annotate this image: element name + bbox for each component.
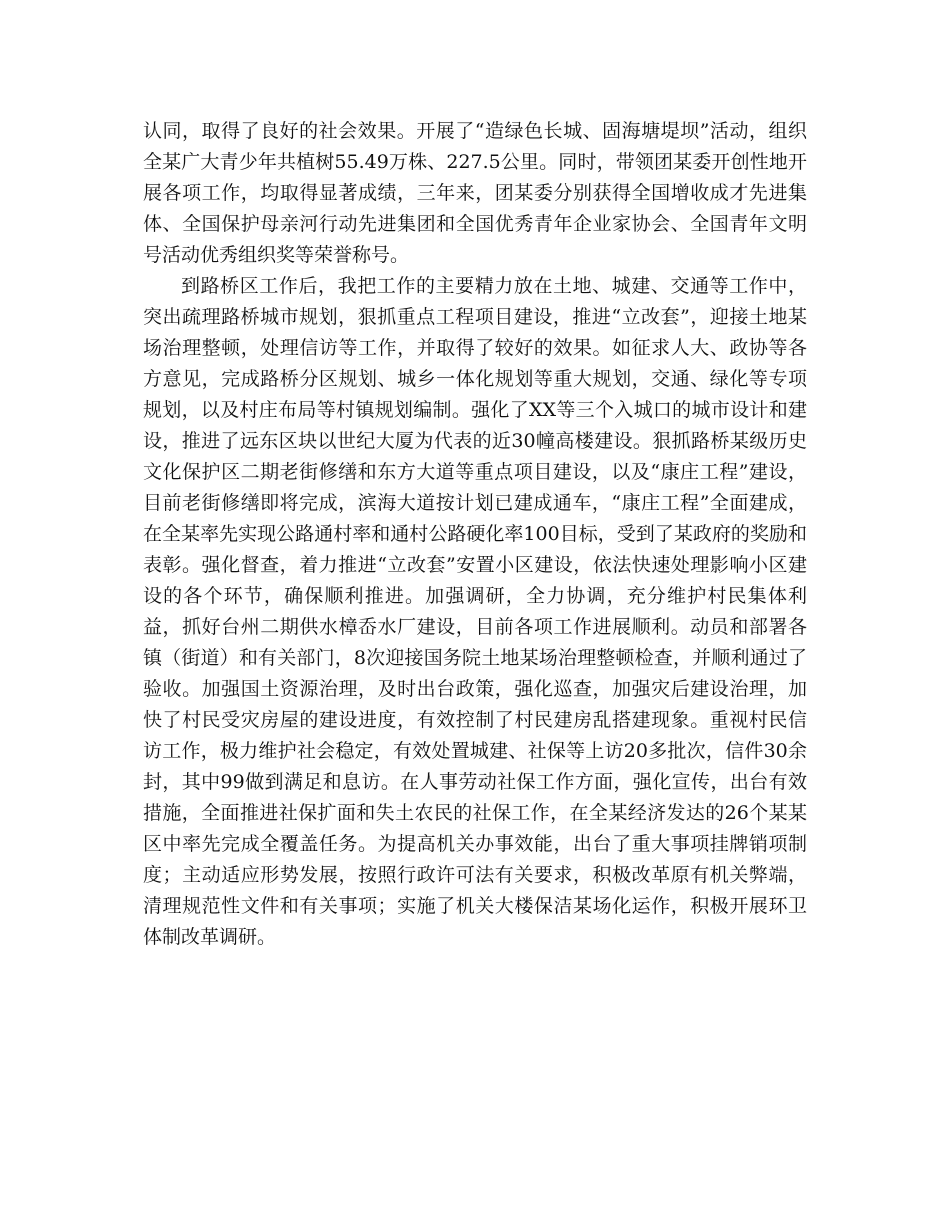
paragraph-work-summary: 到路桥区工作后，我把工作的主要精力放在土地、城建、交通等工作中，突出疏理路桥城市规划，狠抓重点工程项目建设，推进“立改套”，迎接土地某场治理整顿，处理信访等工作，并取得了较好的效果。如征求人大、政协等各方意见，完成路桥分区规划、城乡一体化规划等重大规划，交通、绿化等专项规划，以及村庄布局等村镇规划编制。强化了XX等三个入城口的城市设计和建设，推进了远东区块以世纪大厦为代表的近30幢高楼建设。狠抓路桥某级历史文化保护区二期老街修缮和东方大道等重点项目建设，以及“康庄工程”建设，目前老街修缮即将完成，滨海大道按计划已建成通车，“康庄工程”全面建成，在全某率先实现公路通村率和通村公路硬化率100目标，受到了某政府的奖励和表彰。强化督查，着力推进“立改套”安置小区建设，依法快速处理影响小区建设的各个环节，确保顺利推进。加强调研，全力协调，充分维护村民集体利益，抓好台州二期供水樟岙水厂建设，目前各项工作进展顺利。动员和部署各镇（街道）和有关部门，8次迎接国务院土地某场治理整顿检查，并顺利通过了验收。加强国土资源治理，及时出台政策，强化巡查，加强灾后建设治理，加快了村民受灾房屋的建设进度，有效控制了村民建房乱搭建现象。重视村民信访工作，极力维护社会稳定，有效处置城建、社保等上访20多批次，信件30余封，其中99做到满足和息访。在人事劳动社保工作方面，强化宣传，出台有效措施，全面推进社保扩面和失土农民的社保工作，在全某经济发达的26个某某区中率先完成全覆盖任务。为提高机关办事效能，出台了重大事项挂牌销项制度；主动适应形势发展，按照行政许可法有关要求，积极改革原有机关弊端，清理规范性文件和有关事项；实施了机关大楼保洁某场化运作，积极开展环卫体制改革调研。 — [143, 275, 807, 948]
paragraph-continuation: 认同，取得了良好的社会效果。开展了“造绿色长城、固海塘堤坝”活动，组织全某广大青少年共植树55.49万株、227.5公里。同时，带领团某委开创性地开展各项工作，均取得显著成绩，三年来，团某委分别获得全国增收成才先进集体、全国保护母亲河行动先进集团和全国优秀青年企业家协会、全国青年文明号活动优秀组织奖等荣誉称号。 — [143, 120, 807, 266]
document-body — [143, 116, 807, 953]
